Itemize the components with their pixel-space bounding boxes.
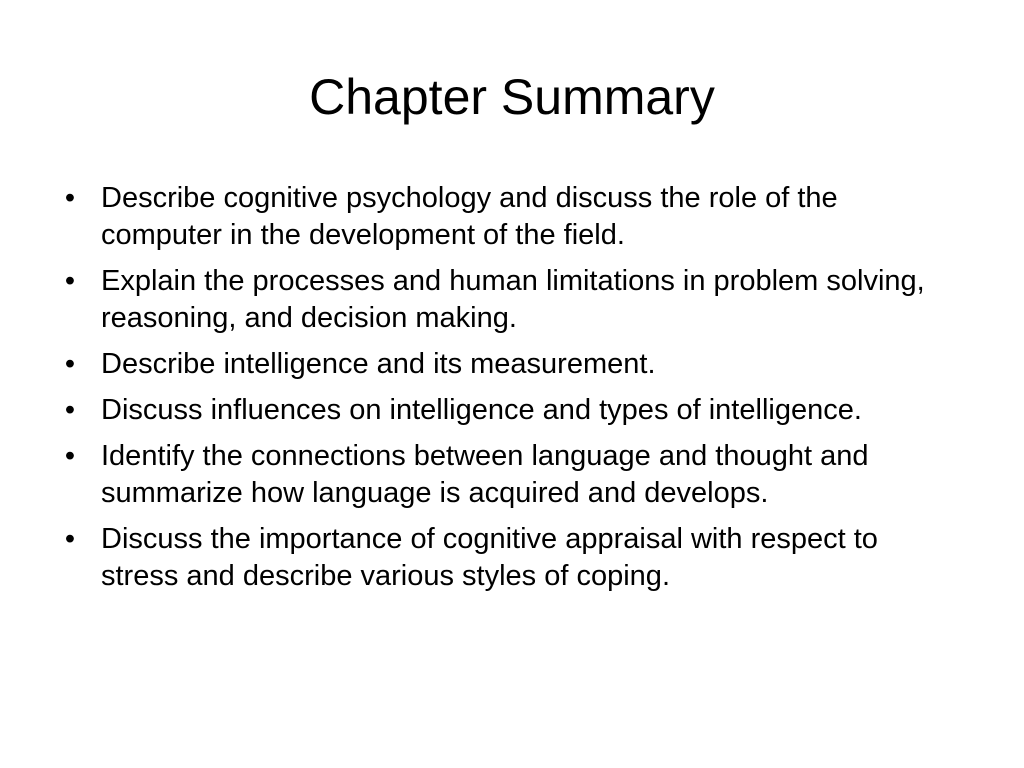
bullet-text: Describe intelligence and its measurement. — [101, 348, 656, 380]
bullet-text: Discuss influences on intelligence and types of intelligence. — [101, 394, 862, 426]
bullet-text: Identify the connections between language and thought and summarize how language is acquired and develops. — [101, 440, 869, 509]
bullet-list — [60, 180, 960, 604]
bullet-item — [60, 392, 960, 429]
bullet-icon: • — [64, 523, 76, 555]
bullet-text: Describe cognitive psychology and discuss the role of the computer in the development of the field. — [101, 182, 838, 251]
bullet-item — [60, 438, 960, 512]
bullet-item — [60, 180, 960, 254]
bullet-icon: • — [64, 440, 76, 472]
bullet-icon: • — [64, 394, 76, 426]
bullet-text: Explain the processes and human limitations in problem solving, reasoning, and decision making. — [101, 265, 925, 334]
bullet-item — [60, 263, 960, 337]
bullet-item — [60, 346, 960, 383]
bullet-item — [60, 521, 960, 595]
bullet-icon: • — [64, 182, 76, 214]
slide-title: Chapter Summary — [309, 69, 715, 125]
bullet-icon: • — [64, 265, 76, 297]
bullet-icon: • — [64, 348, 76, 380]
bullet-text: Discuss the importance of cognitive appraisal with respect to stress and describe various styles of coping. — [101, 523, 878, 592]
